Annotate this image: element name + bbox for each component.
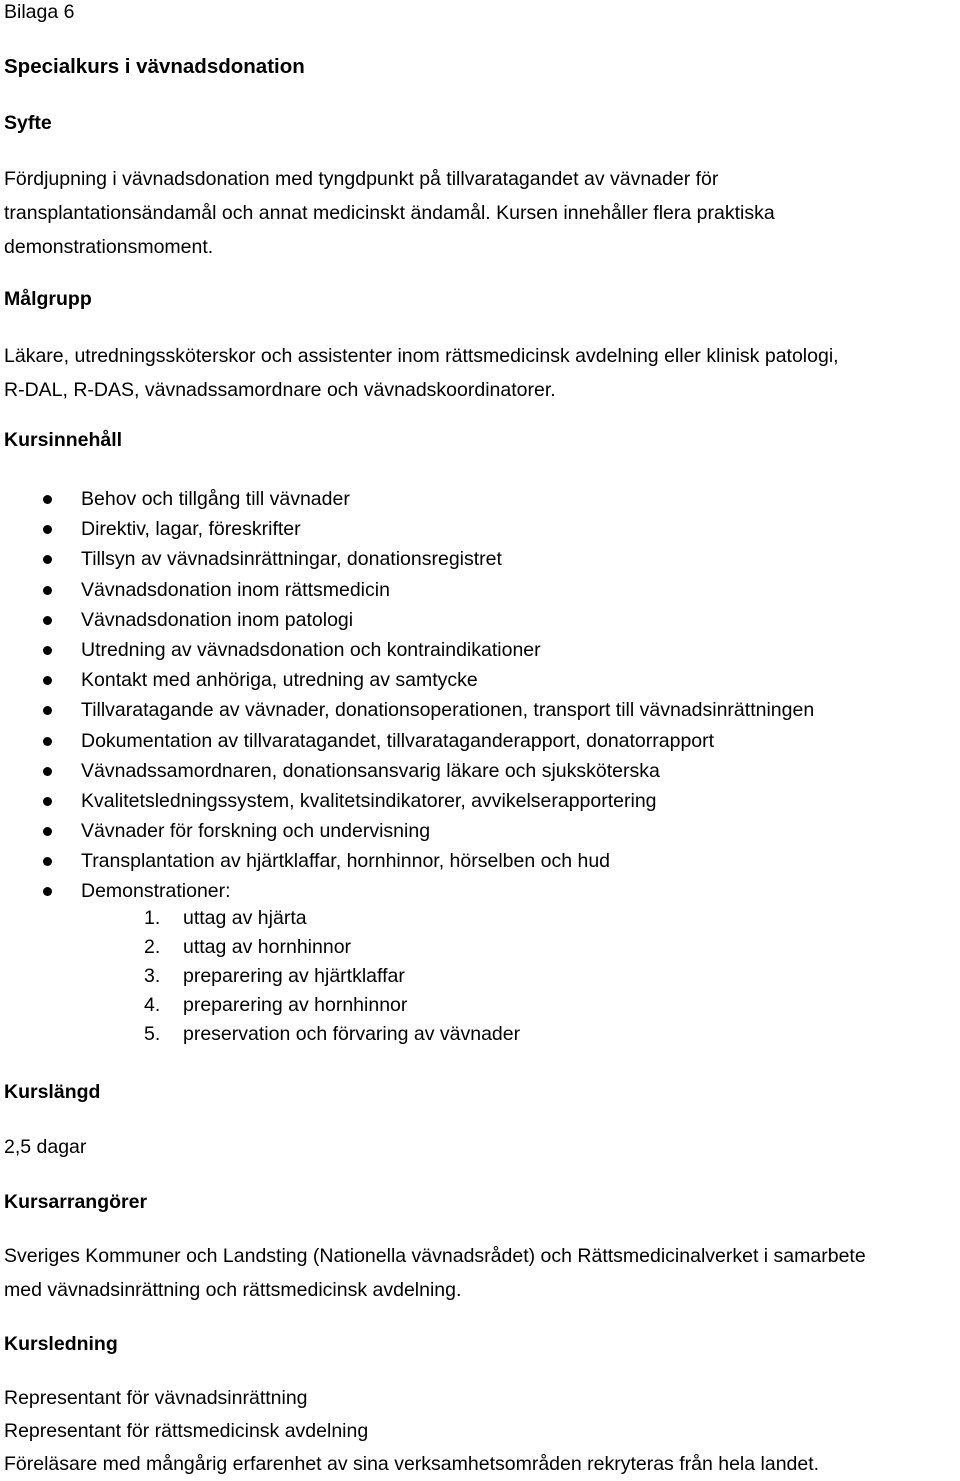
kursarrangorer-paragraph (4, 1239, 954, 1307)
item-text: preparering av hjärtklaffar (183, 965, 405, 987)
list-item-text: Vävnadssamordnaren, donationsansvarig läkare och sjuksköterska (81, 759, 660, 782)
bullet-icon (43, 586, 52, 595)
numbered-item (0, 962, 960, 991)
malgrupp-line: Läkare, utredningssköterskor och assistenter inom rättsmedicinsk avdelning eller klinisk patologi, (4, 345, 839, 367)
list-item-text: Kvalitetsledningssystem, kvalitetsindikatorer, avvikelserapportering (81, 789, 657, 812)
malgrupp-line: R-DAL, R-DAS, vävnadssamordnare och vävnadskoordinatorer. (4, 379, 556, 401)
bullet-icon (43, 857, 52, 866)
list-item (0, 695, 960, 725)
list-item (0, 484, 960, 514)
numbered-item (0, 904, 960, 933)
bullet-icon (43, 797, 52, 806)
list-item (0, 605, 960, 635)
syfte-line: Fördjupning i vävnadsdonation med tyngdpunkt på tillvaratagandet av vävnader för (4, 168, 719, 190)
list-item (0, 846, 960, 876)
numbered-item (0, 1020, 960, 1049)
course-length-value: 2,5 dagar (4, 1136, 87, 1158)
kursledning-lines (4, 1382, 954, 1481)
list-item-text: Vävnadsdonation inom patologi (81, 608, 354, 631)
list-item (0, 786, 960, 816)
list-item-text: Behov och tillgång till vävnader (81, 488, 350, 510)
item-number: 3. (144, 965, 161, 987)
item-number: 2. (144, 936, 161, 958)
list-item-text: Tillsyn av vävnadsinrättningar, donationsregistret (81, 548, 502, 571)
list-item (0, 726, 960, 756)
heading-kursarrangorer: Kursarrangörer (4, 1191, 148, 1213)
list-item (0, 544, 960, 574)
kursledning-line: Föreläsare med mångårig erfarenhet av sina verksamhetsområden rekryteras från hela landet. (4, 1453, 820, 1475)
item-text: preservation och förvaring av vävnader (183, 1023, 521, 1045)
malgrupp-paragraph (4, 339, 954, 407)
list-item-text: Dokumentation av tillvaratagandet, tillvarataganderapport, donatorrapport (81, 729, 715, 752)
item-number: 4. (144, 994, 161, 1016)
document-title: Specialkurs i vävnadsdonation (4, 55, 305, 78)
list-item-text: Vävnadsdonation inom rättsmedicin (81, 578, 390, 601)
bullet-icon (43, 737, 52, 746)
item-text: preparering av hornhinnor (183, 994, 408, 1016)
item-number: 5. (144, 1023, 161, 1045)
bullet-icon (43, 525, 52, 534)
list-item-text: Direktiv, lagar, föreskrifter (81, 518, 301, 541)
bullet-icon (43, 495, 52, 504)
syfte-line: transplantationsändamål och annat medicinskt ändamål. Kursen innehåller flera praktiska (4, 202, 775, 224)
kursarrangorer-line: med vävnadsinrättning och rättsmedicinsk avdelning. (4, 1279, 462, 1301)
bullet-icon (43, 827, 52, 836)
list-item-text: Tillvaratagande av vävnader, donationsoperationen, transport till vävnadsinrättningen (81, 699, 815, 722)
kursledning-line: Representant för vävnadsinrättning (4, 1387, 308, 1409)
heading-kurslangd: Kurslängd (4, 1081, 101, 1103)
heading-kursledning: Kursledning (4, 1333, 118, 1355)
list-item-text: Vävnader för forskning och undervisning (81, 820, 431, 843)
kursarrangorer-line: Sveriges Kommuner och Landsting (Nationella vävnadsrådet) och Rättsmedicinalverket i samarbete (4, 1245, 866, 1267)
syfte-paragraph (4, 162, 954, 264)
annex-label: Bilaga 6 (4, 1, 75, 23)
list-item-text: Demonstrationer: (81, 880, 231, 903)
list-item (0, 665, 960, 695)
list-item (0, 514, 960, 544)
demonstrations-list (0, 904, 960, 1049)
item-number: 1. (144, 907, 161, 929)
bullet-icon (43, 555, 52, 564)
kursledning-line: Representant för rättsmedicinsk avdelning (4, 1420, 369, 1442)
heading-malgrupp: Målgrupp (4, 288, 92, 310)
course-content-list (0, 484, 960, 907)
heading-syfte: Syfte (4, 112, 52, 134)
bullet-icon (43, 616, 52, 625)
list-item (0, 635, 960, 665)
list-item (0, 816, 960, 846)
list-item (0, 756, 960, 786)
item-text: uttag av hornhinnor (183, 936, 352, 958)
numbered-item (0, 933, 960, 962)
bullet-icon (43, 887, 52, 896)
item-text: uttag av hjärta (183, 907, 307, 929)
bullet-icon (43, 767, 52, 776)
list-item-text: Kontakt med anhöriga, utredning av samtycke (81, 669, 478, 692)
numbered-item (0, 991, 960, 1020)
bullet-icon (43, 676, 52, 685)
list-item (0, 876, 960, 906)
list-item (0, 575, 960, 605)
syfte-line: demonstrationsmoment. (4, 236, 214, 258)
bullet-icon (43, 706, 52, 715)
list-item-text: Transplantation av hjärtklaffar, hornhinnor, hörselben och hud (81, 850, 611, 873)
bullet-icon (43, 646, 52, 655)
list-item-text: Utredning av vävnadsdonation och kontraindikationer (81, 638, 541, 661)
heading-kursinnehall: Kursinnehåll (4, 429, 123, 451)
